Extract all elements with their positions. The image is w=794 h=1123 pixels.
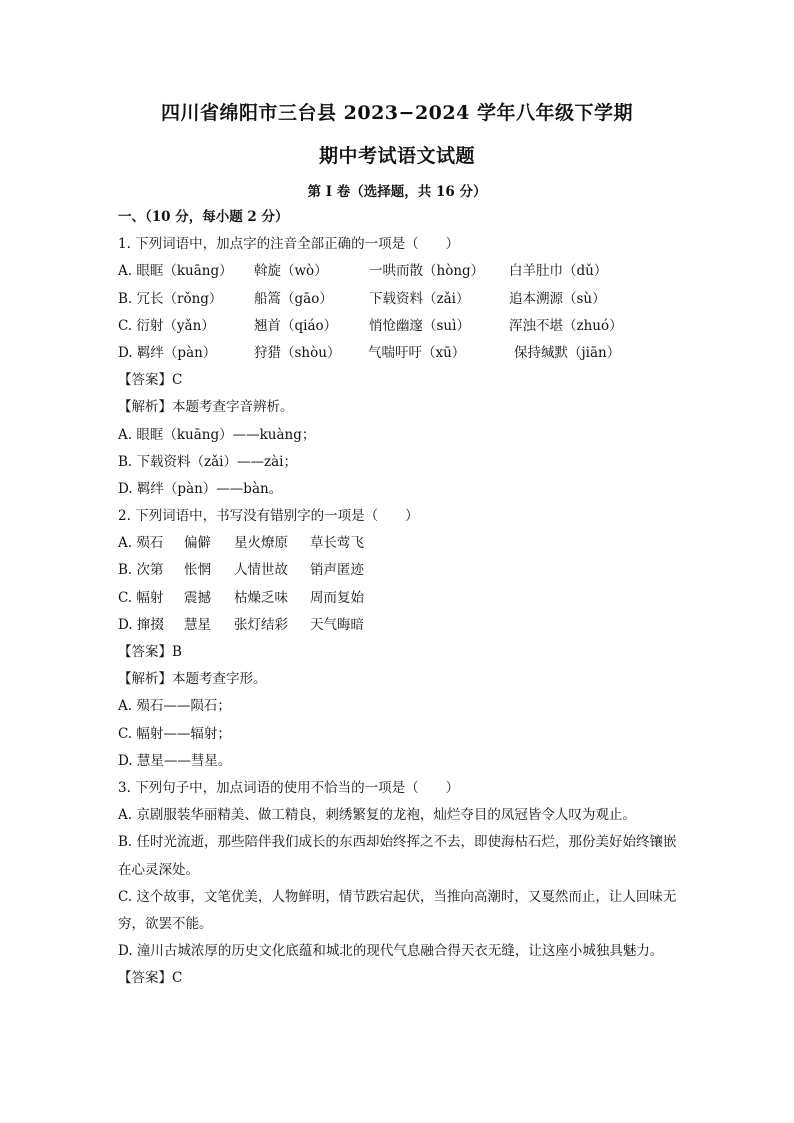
question-3-option-c: C. 这个故事，文笔优美，人物鲜明，情节跌宕起伏，当推向高潮时，又戛然而止，让人回味无穷，欲罢不能。 (118, 888, 677, 932)
option-item: 白羊肚巾（dǔ） (509, 263, 608, 280)
section-heading: 一、（10 分，每小题 2 分） (118, 209, 289, 225)
question-2-option-c (118, 585, 684, 612)
analysis-line: B. 下载资料（zǎi）——zài； (118, 453, 297, 470)
option-item: 怅惘 (184, 562, 211, 579)
option-item: 保持缄默（jiān） (514, 344, 621, 361)
question-2-option-b (118, 557, 684, 584)
question-1-option-d (118, 340, 684, 367)
option-item: 慧星 (184, 616, 211, 633)
analysis-line: D. 慧星——彗星。 (118, 752, 232, 769)
option-item: 人情世故 (234, 562, 288, 579)
option-item: B. 次第 (118, 562, 164, 579)
option-item: D. 撺掇 (118, 616, 164, 633)
option-item: C. 幅射 (118, 589, 164, 606)
question-1-answer: 【答案】C (118, 372, 183, 389)
option-item: 星火燎原 (234, 535, 288, 552)
option-item: 狩猎（shòu） (254, 344, 341, 361)
option-item: D. 羁绊（pàn） (118, 344, 217, 361)
option-item: 张灯结彩 (234, 616, 288, 633)
option-item: 周而复始 (310, 589, 364, 606)
part-heading: 第 I 卷（选择题，共 16 分） (307, 184, 487, 200)
option-item: 翘首（qiáo） (254, 317, 338, 334)
option-item: 震撼 (184, 589, 211, 606)
option-item: 追本溯源（sù） (509, 290, 606, 307)
question-2-analysis: 【解析】本题考查字形。 (118, 671, 267, 688)
option-item: 草长莺飞 (310, 535, 364, 552)
document-title-line1: 四川省绵阳市三台县 2023−2024 学年八年级下学期 (161, 102, 633, 124)
analysis-line: A. 眼眶（kuāng）——kuàng； (118, 426, 316, 443)
option-item: 偏僻 (184, 535, 211, 552)
option-item: A. 眼眶（kuāng） (118, 263, 233, 280)
option-item: 销声匿迹 (310, 562, 364, 579)
option-item: 船篙（gāo） (254, 290, 333, 307)
analysis-line: D. 羁绊（pàn）——bàn。 (118, 480, 283, 497)
analysis-line: C. 幅射——辐射； (118, 725, 231, 742)
question-2-stem: 2. 下列词语中，书写没有错别字的一项是（ ） (118, 508, 419, 525)
option-item: 斡旋（wò） (254, 263, 328, 280)
question-1-option-b (118, 286, 684, 313)
question-1-option-a (118, 258, 684, 285)
question-1-stem: 1. 下列词语中，加点字的注音全部正确的一项是（ ） (118, 236, 460, 253)
option-item: B. 冗长（rǒng） (118, 290, 223, 307)
question-1-option-c (118, 313, 684, 340)
question-3-stem: 3. 下列句子中，加点词语的使用不恰当的一项是（ ） (118, 779, 460, 796)
option-item: A. 殒石 (118, 535, 164, 552)
option-item: 气喘吁吁（xū） (368, 344, 466, 361)
question-3-option-b: B. 任时光流逝，那些陪伴我们成长的东西却始终挥之不去，即使海枯石烂，那份美好始终镶嵌在心灵深处。 (118, 834, 677, 878)
question-3-option-a: A. 京剧服装华丽精美、做工精良，刺绣繁复的龙袍，灿烂夺目的凤冠皆令人叹为观止。 (118, 807, 636, 824)
question-2-answer: 【答案】B (118, 644, 182, 660)
analysis-line: A. 殒石——陨石； (118, 698, 231, 715)
option-item: C. 衍射（yǎn） (118, 317, 215, 334)
question-2-option-a (118, 530, 684, 557)
option-item: 下载资料（zǎi） (369, 290, 470, 307)
option-item: 浑浊不堪（zhuó） (509, 317, 623, 334)
question-3-answer: 【答案】C (118, 970, 183, 987)
question-3-option-d: D. 潼川古城浓厚的历史文化底蕴和城北的现代气息融合得天衣无缝，让这座小城独具魅力。 (118, 943, 664, 960)
document-title-line2: 期中考试语文试题 (318, 145, 475, 167)
question-2-option-d (118, 612, 684, 639)
question-1-analysis: 【解析】本题考查字音辨析。 (118, 399, 294, 416)
document-body (118, 204, 684, 993)
option-item: 枯燥乏味 (234, 589, 288, 606)
option-item: 悄怆幽邃（suì） (369, 317, 470, 334)
option-item: 天气晦暗 (310, 616, 364, 633)
option-item: 一哄而散（hòng） (369, 263, 485, 280)
